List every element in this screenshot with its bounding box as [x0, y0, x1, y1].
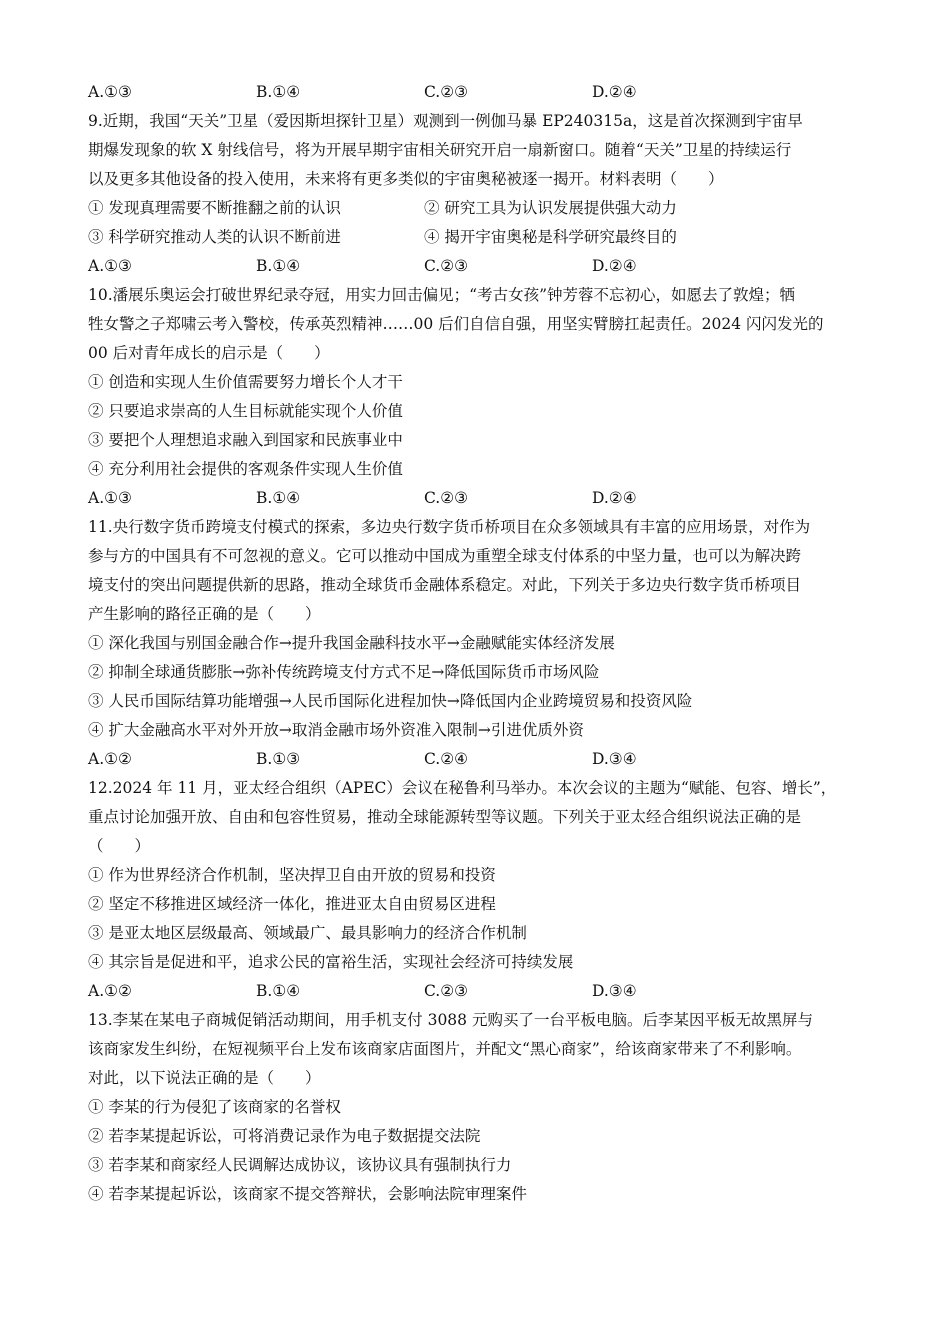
q11-option-3: ③ 人民币国际结算功能增强→人民币国际化进程加快→降低国内企业跨境贸易和投资风险 — [88, 692, 693, 710]
q13-option-3: ③ 若李某和商家经人民调解达成协议，该协议具有强制执行力 — [88, 1156, 512, 1174]
q11-stem-line: 境支付的突出问题提供新的思路，推动全球货币金融体系稳定。对此，下列关于多边央行数字货币桥项目 — [88, 576, 802, 594]
q9-choice-c: C.②③ — [424, 257, 469, 275]
q9-stem-line: 9.近期，我国“天关”卫星（爱因斯坦探针卫星）观测到一例伽马暴 EP240315a，这是首次探测到宇宙早 — [88, 112, 803, 130]
q11-option-2: ② 抑制全球通货膨胀→弥补传统跨境支付方式不足→降低国际货币市场风险 — [88, 663, 600, 681]
q9-choice-d: D.②④ — [592, 257, 637, 275]
q8-choice-d: D.②④ — [592, 83, 637, 101]
q11-choice-c: C.②④ — [424, 750, 469, 768]
q8-choice-b: B.①④ — [256, 83, 301, 101]
q10-option-2: ② 只要追求崇高的人生目标就能实现个人价值 — [88, 402, 403, 420]
q11-choice-a: A.①② — [88, 750, 132, 768]
q12-stem-line: 重点讨论加强开放、自由和包容性贸易，推动全球能源转型等议题。下列关于亚太经合组织说法正确的是 — [88, 808, 802, 826]
q11-option-1: ① 深化我国与别国金融合作→提升我国金融科技水平→金融赋能实体经济发展 — [88, 634, 615, 652]
q9-choice-b: B.①④ — [256, 257, 301, 275]
q9-stem-line: 以及更多其他设备的投入使用，未来将有更多类似的宇宙奥秘被逐一揭开。材料表明（ ） — [88, 170, 724, 188]
q10-choice-c: C.②③ — [424, 489, 469, 507]
q12-option-1: ① 作为世界经济合作机制，坚决捍卫自由开放的贸易和投资 — [88, 866, 496, 884]
q12-option-4: ④ 其宗旨是促进和平，追求公民的富裕生活，实现社会经济可持续发展 — [88, 953, 574, 971]
q12-choices — [88, 977, 878, 1006]
q12-option-3: ③ 是亚太地区层级最高、领域最广、最具影响力的经济合作机制 — [88, 924, 527, 942]
q13-stem-line: 该商家发生纠纷，在短视频平台上发布该商家店面图片，并配文“黑心商家”，给该商家带来了不利影响。 — [88, 1040, 802, 1058]
q13-option-2: ② 若李某提起诉讼，可将消费记录作为电子数据提交法院 — [88, 1127, 481, 1145]
q10-choice-a: A.①③ — [88, 489, 132, 507]
q9-option-3: ③ 科学研究推动人类的认识不断前进 — [88, 228, 341, 246]
q12-stem-line: 12.2024 年 11 月，亚太经合组织（APEC）会议在秘鲁利马举办。本次会议的主题为“赋能、包容、增长”， — [88, 779, 837, 797]
q13-option-4: ④ 若李某提起诉讼，该商家不提交答辩状，会影响法院审理案件 — [88, 1185, 527, 1203]
q12-choice-d: D.③④ — [592, 982, 637, 1000]
q9-option-1: ① 发现真理需要不断推翻之前的认识 — [88, 199, 341, 217]
question-9 — [88, 107, 878, 281]
q11-stem-line: 参与方的中国具有不可忽视的意义。它可以推动中国成为重塑全球支付体系的中坚力量，也可以为解决跨 — [88, 547, 802, 565]
q11-option-4: ④ 扩大金融高水平对外开放→取消金融市场外资准入限制→引进优质外资 — [88, 721, 584, 739]
q10-choice-b: B.①④ — [256, 489, 301, 507]
q9-option-2: ② 研究工具为认识发展提供强大动力 — [424, 199, 677, 217]
q10-choices — [88, 484, 878, 513]
q13-option-1: ① 李某的行为侵犯了该商家的名誉权 — [88, 1098, 341, 1116]
q11-stem-line: 11.央行数字货币跨境支付模式的探索，多边央行数字货币桥项目在众多领域具有丰富的应用场景，对作为 — [88, 518, 811, 536]
q10-stem-line: 牲女警之子郑啸云考入警校，传承英烈精神……00 后们自信自强，用坚实臂膀扛起责任。2024 闪闪发光的 — [88, 315, 824, 333]
q10-option-1: ① 创造和实现人生价值需要努力增长个人才干 — [88, 373, 403, 391]
q12-choice-a: A.①② — [88, 982, 132, 1000]
q10-choice-d: D.②④ — [592, 489, 637, 507]
q11-choices — [88, 745, 878, 774]
q8-choices — [88, 78, 878, 107]
q10-stem-line: 10.潘展乐奥运会打破世界纪录夺冠，用实力回击偏见；“考古女孩”钟芳蓉不忘初心，如愿去了敦煌；牺 — [88, 286, 796, 304]
q12-choice-c: C.②③ — [424, 982, 469, 1000]
q12-option-2: ② 坚定不移推进区域经济一体化，推进亚太自由贸易区进程 — [88, 895, 496, 913]
q10-stem-line: 00 后对青年成长的启示是（ ） — [88, 344, 330, 362]
q11-stem-line: 产生影响的路径正确的是（ ） — [88, 605, 321, 623]
q13-stem-line: 对此，以下说法正确的是（ ） — [88, 1069, 321, 1087]
q9-option-row — [88, 223, 878, 252]
q13-stem-line: 13.李某在某电子商城促销活动期间，用手机支付 3088 元购买了一台平板电脑。后李某因平板无故黑屏与 — [88, 1011, 813, 1029]
q12-choice-b: B.①④ — [256, 982, 301, 1000]
q10-option-4: ④ 充分利用社会提供的客观条件实现人生价值 — [88, 460, 403, 478]
q11-choice-d: D.③④ — [592, 750, 637, 768]
question-11 — [88, 513, 878, 774]
question-13 — [88, 1006, 878, 1209]
q9-option-4: ④ 揭开宇宙奥秘是科学研究最终目的 — [424, 228, 677, 246]
page-content — [88, 78, 878, 1209]
q8-choice-a: A.①③ — [88, 83, 132, 101]
q11-choice-b: B.①③ — [256, 750, 301, 768]
question-10 — [88, 281, 878, 513]
q9-stem-line: 期爆发现象的软 X 射线信号，将为开展早期宇宙相关研究开启一扇新窗口。随着“天关”卫星的持续运行 — [88, 141, 792, 159]
q9-choice-a: A.①③ — [88, 257, 132, 275]
q12-stem-line: （ ） — [88, 837, 151, 855]
q9-choices — [88, 252, 878, 281]
q8-choice-c: C.②③ — [424, 83, 469, 101]
q9-option-row — [88, 194, 878, 223]
q10-option-3: ③ 要把个人理想追求融入到国家和民族事业中 — [88, 431, 403, 449]
question-12 — [88, 774, 878, 1006]
